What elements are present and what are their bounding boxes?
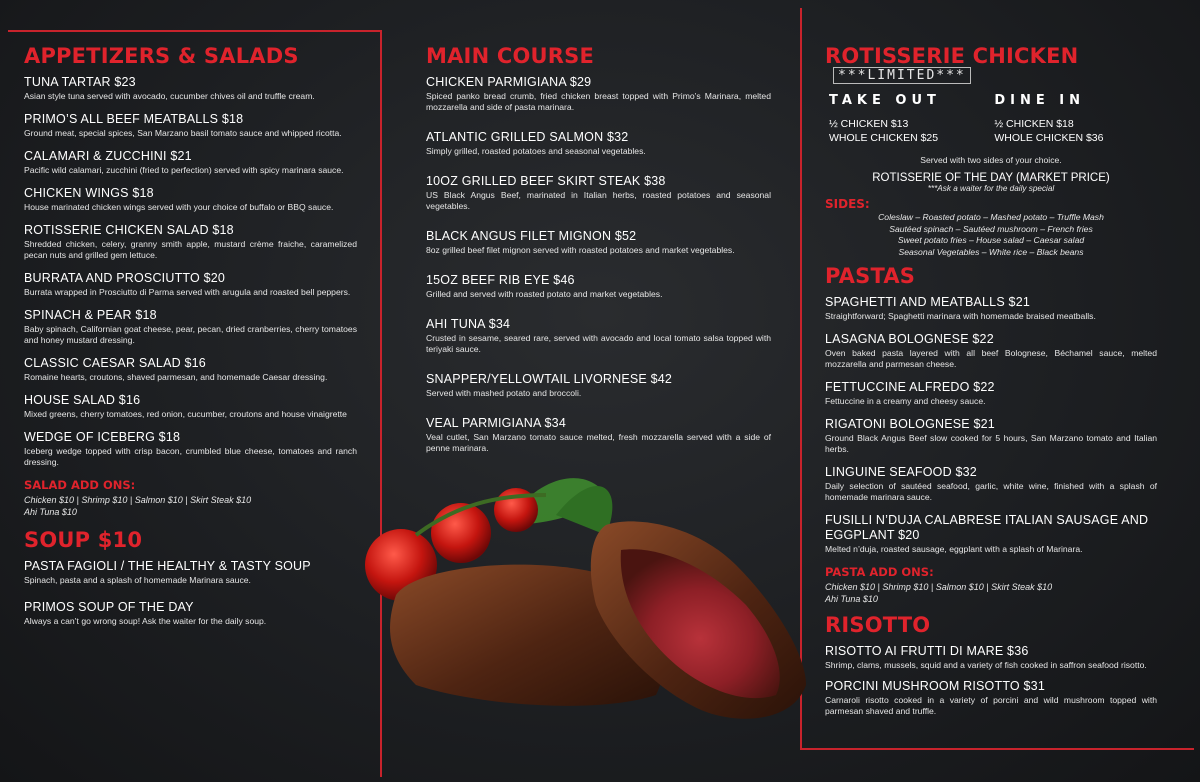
menu-item-description: Ground meat, special spices, San Marzano basil tomato sauce and whipped ricotta. (24, 128, 342, 138)
menu-item-name: FUSILLI N’DUJA CALABRESE ITALIAN SAUSAGE AND EGGPLANT $20 (825, 513, 1149, 542)
menu-item-name: LASAGNA BOLOGNESE $22 (825, 332, 994, 346)
menu-item-name: SPAGHETTI AND MEATBALLS $21 (825, 295, 1031, 309)
menu-item-description: US Black Angus Beef, marinated in Italian herbs, roasted potatoes and seasonal vegetables. (426, 190, 771, 211)
main-course-title: MAIN COURSE (426, 44, 595, 68)
menu-item-description: Shredded chicken, celery, granny smith apple, mustard crème fraiche, caramelized pecan nuts and grilled gem lettuce. (24, 239, 357, 260)
pasta-addons-line: Ahi Tuna $10 (825, 594, 878, 604)
pasta-addons-title: PASTA ADD ONS: (825, 565, 934, 579)
menu-item (426, 273, 771, 300)
menu-item-name: LINGUINE SEAFOOD $32 (825, 465, 977, 479)
main-course-list (426, 75, 771, 454)
menu-item-name: AHI TUNA $34 (426, 317, 511, 331)
menu-item-name: 10OZ GRILLED BEEF SKIRT STEAK $38 (426, 174, 666, 188)
menu-item-name: PORCINI MUSHROOM RISOTTO $31 (825, 679, 1045, 693)
menu-item-name: CALAMARI & ZUCCHINI $21 (24, 149, 192, 163)
sides-line: Seasonal Vegetables – White rice – Black beans (898, 246, 1084, 257)
menu-item-description: 8oz grilled beef filet mignon served with roasted potatoes and market vegetables. (426, 245, 735, 255)
menu-item (825, 295, 1157, 322)
menu-item-description: Daily selection of sautéed seafood, garlic, white wine, finished with a splash of homemade marinara sauce. (825, 481, 1157, 502)
menu-item-name: FETTUCCINE ALFREDO $22 (825, 380, 995, 394)
takeout-heading: TAKE OUT (829, 93, 941, 108)
menu-item (825, 644, 1157, 671)
menu-item-description: Mixed greens, cherry tomatoes, red onion, cucumber, croutons and house vinaigrette (24, 409, 347, 419)
menu-item-name: BLACK ANGUS FILET MIGNON $52 (426, 229, 637, 243)
menu-item-description: Simply grilled, roasted potatoes and seasonal vegetables. (426, 146, 646, 156)
menu-item-name: ATLANTIC GRILLED SALMON $32 (426, 130, 629, 144)
menu-item-description: Spiced panko bread crumb, fried chicken breast topped with Primo’s Marinara, melted mozzarella and side of pasta marinara. (426, 91, 771, 112)
salad-addons-line: Ahi Tuna $10 (24, 507, 77, 517)
menu-item-description: Iceberg wedge topped with crisp bacon, crumbled blue cheese, tomatoes and ranch dressing. (24, 446, 357, 467)
sides-list (825, 212, 1157, 258)
menu-item-description: Shrimp, clams, mussels, squid and a variety of fish cooked in saffron seafood risotto. (825, 660, 1147, 670)
menu-item-name: RIGATONI BOLOGNESE $21 (825, 417, 995, 431)
menu-item-name: VEAL PARMIGIANA $34 (426, 416, 566, 430)
takeout-whole-chicken: WHOLE CHICKEN $25 (829, 132, 939, 144)
right-column (825, 44, 1157, 725)
menu-item-name: PRIMOS SOUP OF THE DAY (24, 600, 194, 614)
menu-item-name: SNAPPER/YELLOWTAIL LIVORNESE $42 (426, 372, 673, 386)
menu-item (24, 356, 357, 383)
menu-item (825, 417, 1157, 455)
dinein-column (994, 93, 1147, 145)
menu-item (825, 465, 1157, 503)
menu-item-description: Asian style tuna served with avocado, cucumber chives oil and truffle cream. (24, 91, 315, 101)
left-column (24, 44, 357, 641)
limited-badge (833, 68, 1157, 83)
menu-item-name: PASTA FAGIOLI / THE HEALTHY & TASTY SOUP (24, 559, 311, 573)
menu-item-name: CHICKEN PARMIGIANA $29 (426, 75, 592, 89)
menu-item (825, 332, 1157, 370)
menu-item (24, 271, 357, 298)
dinein-half-chicken: ½ CHICKEN $18 (994, 118, 1074, 130)
menu-item-description: Served with mashed potato and broccoli. (426, 388, 582, 398)
menu-item (24, 75, 357, 102)
takeout-half-chicken: ½ CHICKEN $13 (829, 118, 909, 130)
menu-item (24, 223, 357, 261)
menu-item-description: Veal cutlet, San Marzano tomato sauce melted, fresh mozzarella served with a side of penne marinara. (426, 432, 771, 453)
menu-item (426, 174, 771, 212)
appetizers-title: APPETIZERS & SALADS (24, 44, 299, 68)
menu-item (24, 430, 357, 468)
sides-line: Coleslaw – Roasted potato – Mashed potato – Truffle Mash (878, 212, 1104, 222)
menu-item-name: SPINACH & PEAR $18 (24, 308, 157, 322)
soup-title: SOUP $10 (24, 528, 143, 552)
pasta-addons-list (825, 581, 1157, 605)
menu-item-description: Grilled and served with roasted potato and market vegetables. (426, 289, 663, 299)
menu-item-name: RISOTTO AI FRUTTI DI MARE $36 (825, 644, 1029, 658)
menu-item (426, 75, 771, 113)
menu-item-description: Burrata wrapped in Prosciutto di Parma served with arugula and roasted bell peppers. (24, 287, 351, 297)
menu-item-name: HOUSE SALAD $16 (24, 393, 141, 407)
dinein-whole-chicken: WHOLE CHICKEN $36 (994, 132, 1104, 144)
sides-title: SIDES: (825, 197, 870, 211)
menu-item-description: Always a can’t go wrong soup! Ask the waiter for the daily soup. (24, 616, 267, 626)
menu-item-name: 15OZ BEEF RIB EYE $46 (426, 273, 575, 287)
menu-item-name: CLASSIC CAESAR SALAD $16 (24, 356, 206, 370)
menu-item-description: Spinach, pasta and a splash of homemade Marinara sauce. (24, 575, 251, 585)
menu-item (825, 679, 1157, 717)
risotto-list (825, 644, 1157, 717)
menu-item-description: Straightforward; Spaghetti marinara with homemade braised meatballs. (825, 311, 1096, 321)
dinein-heading: DINE IN (994, 93, 1086, 108)
menu-item-description: Fettuccine in a creamy and cheesy sauce. (825, 396, 986, 406)
menu-item-name: ROTISSERIE CHICKEN SALAD $18 (24, 223, 234, 237)
middle-column (426, 44, 771, 471)
risotto-title: RISOTTO (825, 613, 931, 637)
menu-item-description: Melted n’duja, roasted sausage, eggplant with a splash of Marinara. (825, 544, 1083, 554)
pastas-list (825, 295, 1157, 555)
steak-photo (356, 455, 816, 745)
menu-item-description: Baby spinach, Californian goat cheese, pear, pecan, dried cranberries, cherry tomatoes and honey mustard dressing. (24, 324, 357, 345)
menu-item (24, 112, 357, 139)
menu-item-description: Crusted in sesame, seared rare, served with avocado and local tomato salsa topped with teriyaki sauce. (426, 333, 771, 354)
menu-item (24, 559, 357, 586)
pasta-addons-line: Chicken $10 | Shrimp $10 | Salmon $10 | Skirt Steak $10 (825, 582, 1053, 592)
menu-item (24, 308, 357, 346)
menu-item (426, 229, 771, 256)
pastas-title: PASTAS (825, 264, 916, 288)
sides-note: Served with two sides of your choice. (920, 155, 1062, 165)
rotisserie-prices (825, 93, 1157, 145)
menu-item-description: House marinated chicken wings served with your choice of buffalo or BBQ sauce. (24, 202, 334, 212)
appetizers-list (24, 75, 357, 468)
menu-item (426, 416, 771, 454)
menu-item-description: Pacific wild calamari, zucchini (fried to perfection) served with spicy marinara sauce. (24, 165, 344, 175)
rotisserie-day-title: ROTISSERIE OF THE DAY (MARKET PRICE) (872, 172, 1110, 184)
salad-addons-title: SALAD ADD ONS: (24, 478, 136, 492)
menu-item-name: TUNA TARTAR $23 (24, 75, 136, 89)
menu-item (825, 380, 1157, 407)
menu-item-description: Carnaroli risotto cooked in a variety of porcini and wild mushroom topped with parmesan shaved and truffle. (825, 695, 1157, 716)
menu-item (426, 372, 771, 399)
menu-item-description: Romaine hearts, croutons, shaved parmesan, and homemade Caesar dressing. (24, 372, 328, 382)
menu-item-name: BURRATA AND PROSCIUTTO $20 (24, 271, 226, 285)
salad-addons-line: Chicken $10 | Shrimp $10 | Salmon $10 | Skirt Steak $10 (24, 495, 252, 505)
menu-item (825, 513, 1157, 555)
menu-item-name: CHICKEN WINGS $18 (24, 186, 154, 200)
sides-line: Sweet potato fries – House salad – Caesar salad (897, 235, 1085, 245)
rotisserie-title: ROTISSERIE CHICKEN (825, 44, 1079, 68)
takeout-column (829, 93, 982, 145)
sides-line: Sautéed spinach – Sautéed mushroom – French fries (889, 223, 1093, 234)
menu-item (24, 149, 357, 176)
menu-item (24, 600, 357, 627)
limited-text: ***LIMITED*** (833, 67, 971, 84)
rotisserie-day-subtitle: ***Ask a waiter for the daily special (927, 184, 1055, 193)
menu-item-description: Ground Black Angus Beef slow cooked for 5 hours, San Marzano tomato and Italian herbs. (825, 433, 1157, 454)
salad-addons-list (24, 494, 357, 518)
menu-item (24, 186, 357, 213)
soup-list (24, 559, 357, 627)
menu-item-name: WEDGE OF ICEBERG $18 (24, 430, 181, 444)
menu-item-description: Oven baked pasta layered with all beef Bolognese, Béchamel sauce, melted mozzarella and parmesan cheese. (825, 348, 1157, 369)
menu-item-name: PRIMO’S ALL BEEF MEATBALLS $18 (24, 112, 244, 126)
menu-item (426, 317, 771, 355)
menu-item (426, 130, 771, 157)
menu-item (24, 393, 357, 420)
